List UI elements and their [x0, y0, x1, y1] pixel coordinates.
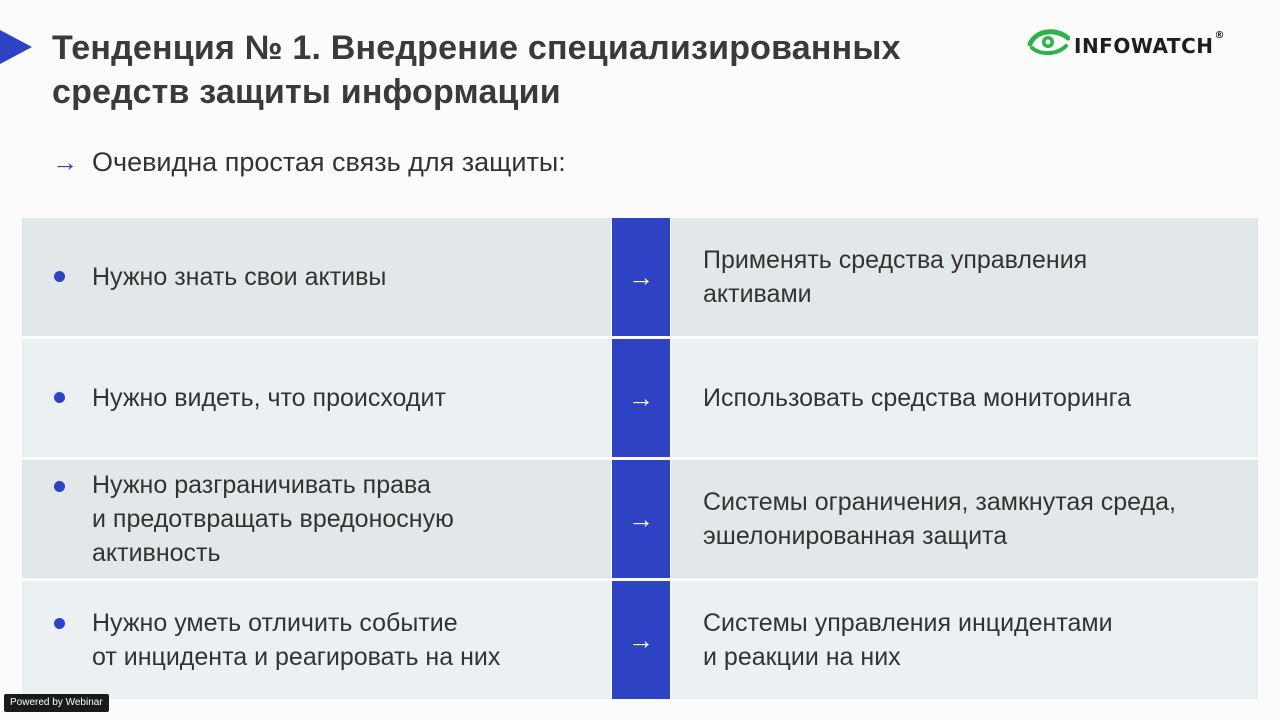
- slide-title-line-2: средств защиты информации: [52, 73, 561, 111]
- need-cell: [22, 218, 611, 336]
- action-text: Использовать средства мониторинга: [703, 384, 1132, 412]
- action-cell: [671, 218, 1258, 336]
- need-text: Нужно разграничивать права и предотвращать вредоносную активность: [92, 471, 454, 567]
- need-text: Нужно видеть, что происходит: [92, 384, 446, 412]
- logo-wordmark: INFOWATCH®: [1074, 30, 1225, 58]
- arrow-right-icon: →: [628, 261, 654, 292]
- table-row: [22, 581, 1258, 699]
- infowatch-eye-icon: [1026, 24, 1070, 60]
- bullet-icon: [54, 392, 65, 403]
- arrow-right-icon: →: [628, 382, 654, 413]
- arrow-right-icon: →: [52, 146, 78, 177]
- bullet-icon: [54, 618, 65, 629]
- action-text: Применять средства управления активами: [703, 246, 1088, 308]
- slide-marker: [0, 30, 32, 64]
- needs-actions-table: [22, 218, 1258, 698]
- arrow-right-icon: →: [628, 624, 654, 655]
- bullet-icon: [54, 271, 65, 282]
- bullet-icon: [54, 481, 65, 492]
- need-text: Нужно знать свои активы: [92, 263, 387, 291]
- infowatch-logo: [1026, 22, 1225, 62]
- arrow-cell: [612, 339, 670, 457]
- arrow-cell: [612, 218, 670, 336]
- action-cell: [671, 460, 1258, 578]
- arrow-cell: [612, 581, 670, 699]
- action-text: Системы управления инцидентами и реакции на них: [703, 609, 1113, 671]
- action-cell: [671, 339, 1258, 457]
- table-row: [22, 218, 1258, 336]
- need-cell: [22, 581, 611, 699]
- lead-statement: [52, 142, 566, 182]
- table-row: [22, 460, 1258, 578]
- need-text: Нужно уметь отличить событие от инцидента и реагировать на них: [92, 609, 501, 671]
- lead-text: Очевидна простая связь для защиты:: [92, 146, 566, 177]
- action-cell: [671, 581, 1258, 699]
- table-row: [22, 339, 1258, 457]
- arrow-right-icon: →: [628, 503, 654, 534]
- need-cell: [22, 460, 611, 578]
- powered-by-badge[interactable]: Powered by Webinar: [4, 694, 109, 712]
- slide-title-line-1: Тенденция № 1. Внедрение специализированных: [52, 29, 901, 67]
- need-cell: [22, 339, 611, 457]
- action-text: Системы ограничения, замкнутая среда, эшелонированная защита: [703, 488, 1176, 550]
- arrow-cell: [612, 460, 670, 578]
- slide-title: [52, 26, 1012, 114]
